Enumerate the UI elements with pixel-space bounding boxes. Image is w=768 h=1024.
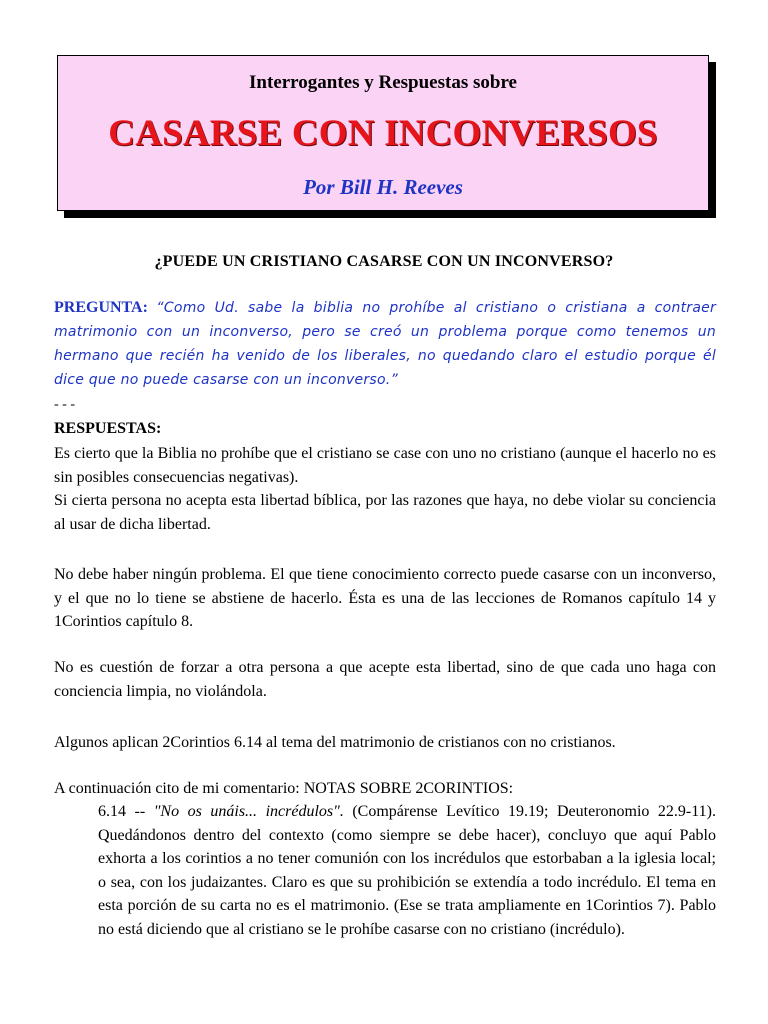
quote-verse: "No os unáis... incrédulos". — [153, 803, 344, 820]
author-line: Por Bill H. Reeves — [303, 175, 463, 199]
question-label: PREGUNTA: — [54, 299, 148, 316]
question-paragraph — [54, 296, 716, 392]
paragraph-text: A continuación cito de mi comentario: NOTAS SOBRE 2CORINTIOS: — [54, 780, 514, 797]
quote-reference: 6.14 -- — [98, 803, 154, 820]
title-box — [57, 55, 709, 211]
answer-paragraph-2 — [54, 563, 716, 634]
question-text: “Como Ud. sabe la biblia no prohíbe al cristiano o cristiana a contraer matrimonio con un inconverso, pero se creó un problema porque como tenemos un hermano que recién ha venido de los liberales, no quedando claro el estudio porque él dice que no puede casarse con un inconverso.” — [54, 300, 717, 388]
answers-label: RESPUESTAS: — [54, 420, 162, 437]
answer-paragraph-5 — [54, 777, 716, 801]
commentary-quote — [98, 800, 716, 941]
paragraph-text: Es cierto que la Biblia no prohíbe que el cristiano se case con uno no cristiano (aunque el hacerlo no es sin posibles consecuencias negativas). — [54, 445, 716, 486]
paragraph-text: Si cierta persona no acepta esta libertad bíblica, por las razones que haya, no debe violar su conciencia al usar de dicha libertad. — [54, 492, 716, 533]
section-heading: ¿PUEDE UN CRISTIANO CASARSE CON UN INCONVERSO? — [154, 253, 614, 270]
paragraph-text: No debe haber ningún problema. El que tiene conocimiento correcto puede casarse con un inconverso, y el que no lo tiene se abstiene de hacerlo. Ésta es una de las lecciones de Romanos capítulo 14 y 1Corintios capítulo 8. — [54, 566, 716, 630]
paragraph-text: No es cuestión de forzar a otra persona a que acepte esta libertad, sino de que cada uno haga con conciencia limpia, no violándola. — [54, 659, 716, 700]
answer-paragraph-3 — [54, 656, 716, 703]
pretitle: Interrogantes y Respuestas sobre — [249, 72, 517, 93]
answer-paragraph-1 — [54, 442, 716, 536]
answer-paragraph-4 — [54, 731, 716, 755]
document-title: CASARSE CON INCONVERSOS — [108, 113, 658, 154]
quote-text: (Compárense Levítico 19.19; Deuteronomio 22.9-11). Quedándonos dentro del contexto (como siempre se debe hacer), concluyo que aquí Pablo exhorta a los corintios a no tener comunión con los incrédulos que estorbaban a la iglesia local; o sea, con los judaizantes. Claro es que su prohibición se extendía a todo incrédulo. El tema en esta porción de su carta no es el matrimonio. (Ese se trata ampliamente en 1Corintios 7). Pablo no está diciendo que al cristiano se le prohíbe casarse con no cristiano (incrédulo). — [98, 803, 716, 938]
separator: - - - — [54, 397, 75, 412]
paragraph-text: Algunos aplican 2Corintios 6.14 al tema del matrimonio de cristianos con no cristianos. — [54, 734, 616, 751]
